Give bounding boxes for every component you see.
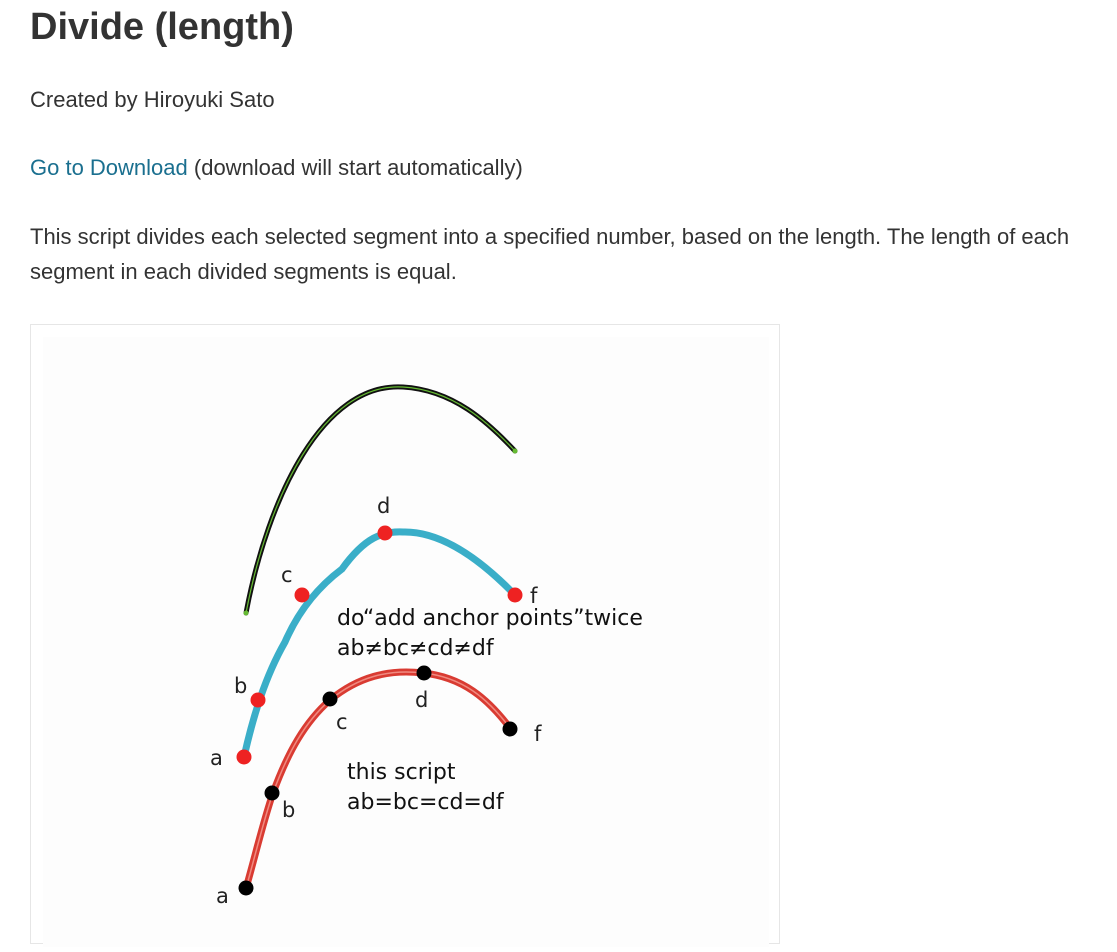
illustration-frame xyxy=(30,324,780,944)
blue-label-a: a xyxy=(210,746,223,770)
illustration-image xyxy=(43,337,769,947)
download-note: (download will start automatically) xyxy=(187,155,523,180)
caption-add-anchor-line1: do“add anchor points”twice xyxy=(337,606,643,631)
blue-point-d xyxy=(378,526,393,541)
red-point-c xyxy=(323,692,338,707)
caption-script-line2: ab=bc=cd=df xyxy=(347,790,504,815)
red-point-a xyxy=(239,881,254,896)
blue-point-a xyxy=(237,750,252,765)
script-description: This script divides each selected segment into a specified number, based on the length. The length of each segment in each divided segments is equal. xyxy=(30,224,1070,284)
divide-diagram xyxy=(43,337,769,947)
red-point-f xyxy=(503,722,518,737)
red-label-f: f xyxy=(534,722,542,746)
red-point-d xyxy=(417,666,432,681)
blue-point-b xyxy=(251,693,266,708)
red-label-c: c xyxy=(336,710,348,734)
red-label-b: b xyxy=(282,798,296,822)
blue-label-d: d xyxy=(377,494,391,518)
download-line xyxy=(30,150,523,185)
page-title: Divide (length) xyxy=(30,6,294,48)
author-credit: Created by Hiroyuki Sato xyxy=(30,87,275,112)
red-label-a: a xyxy=(216,884,229,908)
blue-label-b: b xyxy=(234,674,248,698)
blue-label-c: c xyxy=(281,563,293,587)
blue-label-f: f xyxy=(530,584,538,608)
original-anchor-start xyxy=(244,611,249,616)
blue-point-f xyxy=(508,588,523,603)
blue-point-c xyxy=(295,588,310,603)
original-anchor-end xyxy=(513,449,518,454)
caption-add-anchor-line2: ab≠bc≠cd≠df xyxy=(337,636,494,661)
caption-script-line1: this script xyxy=(347,760,456,785)
download-link[interactable]: Go to Download xyxy=(30,155,188,180)
red-label-d: d xyxy=(415,688,429,712)
red-point-b xyxy=(265,786,280,801)
